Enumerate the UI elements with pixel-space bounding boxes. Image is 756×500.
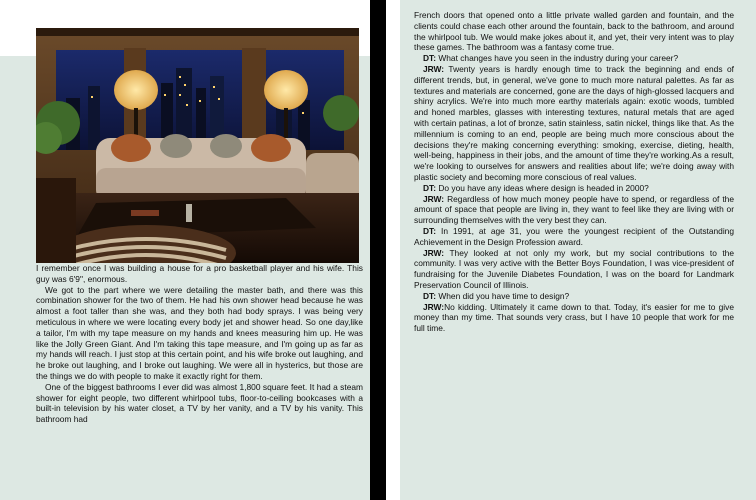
interview-answer [414, 64, 734, 183]
interview-question [414, 291, 734, 302]
right-article-text [410, 10, 738, 334]
speaker-label: JRW: [423, 63, 445, 74]
speaker-label: JRW: [423, 247, 445, 258]
speaker-label: JRW: [423, 193, 445, 204]
right-page [386, 0, 756, 500]
interview-question [414, 183, 734, 194]
speaker-label: DT: [423, 225, 437, 236]
speaker-label: DT: [423, 182, 437, 193]
speaker-text: Twenty years is hardly enough time to track the beginning and ends of different trends, but, in general, we've gone to much more natural palettes. As far as textures and materials are concerned, gone are the days of high-glossed lacquers and shiny acrylics. We're into much more earthy materials again: exotic woods, tumbled and honed marbles, glasses with interesting textures, natural metals that are aged with certain patinas, a lot of bronze, satin stainless, satin nickel, things like that. As the millennium is coming to an end, people are being much more conscious about the decisions they're making concerning everything: smoking, exercise, dieting, health, well-being, happiness in their jobs, and the amount of time they're working.As a result, we're looking to ourselves for answers and realities about life; we're doing away with plastic society and becoming more conscious of real values. [414, 63, 734, 182]
speaker-text: No kidding. Ultimately it came down to that. Today, it's easier for me to give money than my time. That sounds very crass, but I have 10 people that work for me full time. [414, 301, 734, 334]
speaker-label: DT: [423, 290, 437, 301]
left-page-content [22, 0, 363, 500]
paragraph: One of the biggest bathrooms I ever did was almost 1,800 square feet. It had a steam shower for eight people, two different whirlpool tubs, floor-to-ceiling bookcases with a built-in television by his water closet, a TV by her vanity, and a TV by his vanity. This bathroom had [36, 381, 363, 425]
paragraph: We got to the part where we were detailing the master bath, and there was this combination shower for the two of them. He had his own shower head because he was almost a foot taller than she was, and they both had body sprays. I was being very meticulous in where we were locating every body jet and shower head. So one day,like a tailor, I'm with my tape measure on my hands and knees measuring him up. He was like the Jolly Green Giant. And I'm taking this tape measure, and I'm going up as far as my hands will reach. I just stop at this certain point, and his wife broke out laughing, and he broke out laughing, and I broke out laughing. We were all in hysterics, but those are the things we do with people to make it exactly right for them. [36, 284, 363, 381]
interview-answer [414, 248, 734, 291]
paragraph: I remember once I was building a house for a pro basketball player and his wife. This guy was 6'9", enormous. [36, 263, 363, 284]
interview-question [414, 226, 734, 248]
speaker-label: DT: [423, 53, 437, 64]
paragraph: French doors that opened onto a little private walled garden and fountain, and the clients could chase each other around the fountain, back to the bathroom, and around the whirlpool tub. We would make jokes about it, and yet, their very intent was to play these games. The bathroom was a fantasy come true. [414, 10, 734, 53]
interior-photo [36, 28, 359, 263]
speaker-text: What changes have you seen in the industry during your career? [436, 53, 679, 64]
interview-answer [414, 194, 734, 226]
left-article-text [32, 263, 367, 425]
left-page [0, 0, 370, 500]
interview-answer [414, 302, 734, 334]
speaker-text: In 1991, at age 31, you were the youngest recipient of the Outstanding Achievement in the Design Profession award. [414, 225, 734, 247]
page-spine [370, 0, 386, 500]
speaker-text: Do you have any ideas where design is headed in 2000? [436, 182, 649, 193]
speaker-text: They looked at not only my work, but my social contributions to the community. I was very active with the Better Boys Foundation, I was vice-president of fundraising for the Juvenile Diabetes Foundation, I was on the board for Landmark Preservation Council of Illinois. [414, 247, 734, 290]
speaker-label: JRW: [423, 301, 445, 312]
interview-question [414, 53, 734, 64]
speaker-text: Regardless of how much money people have to spend, or regardless of the amount of space that people are living in, they want to feel like they are living with or surrounding themselves with the very best they can. [414, 193, 734, 226]
speaker-text: When did you have time to design? [436, 290, 570, 301]
